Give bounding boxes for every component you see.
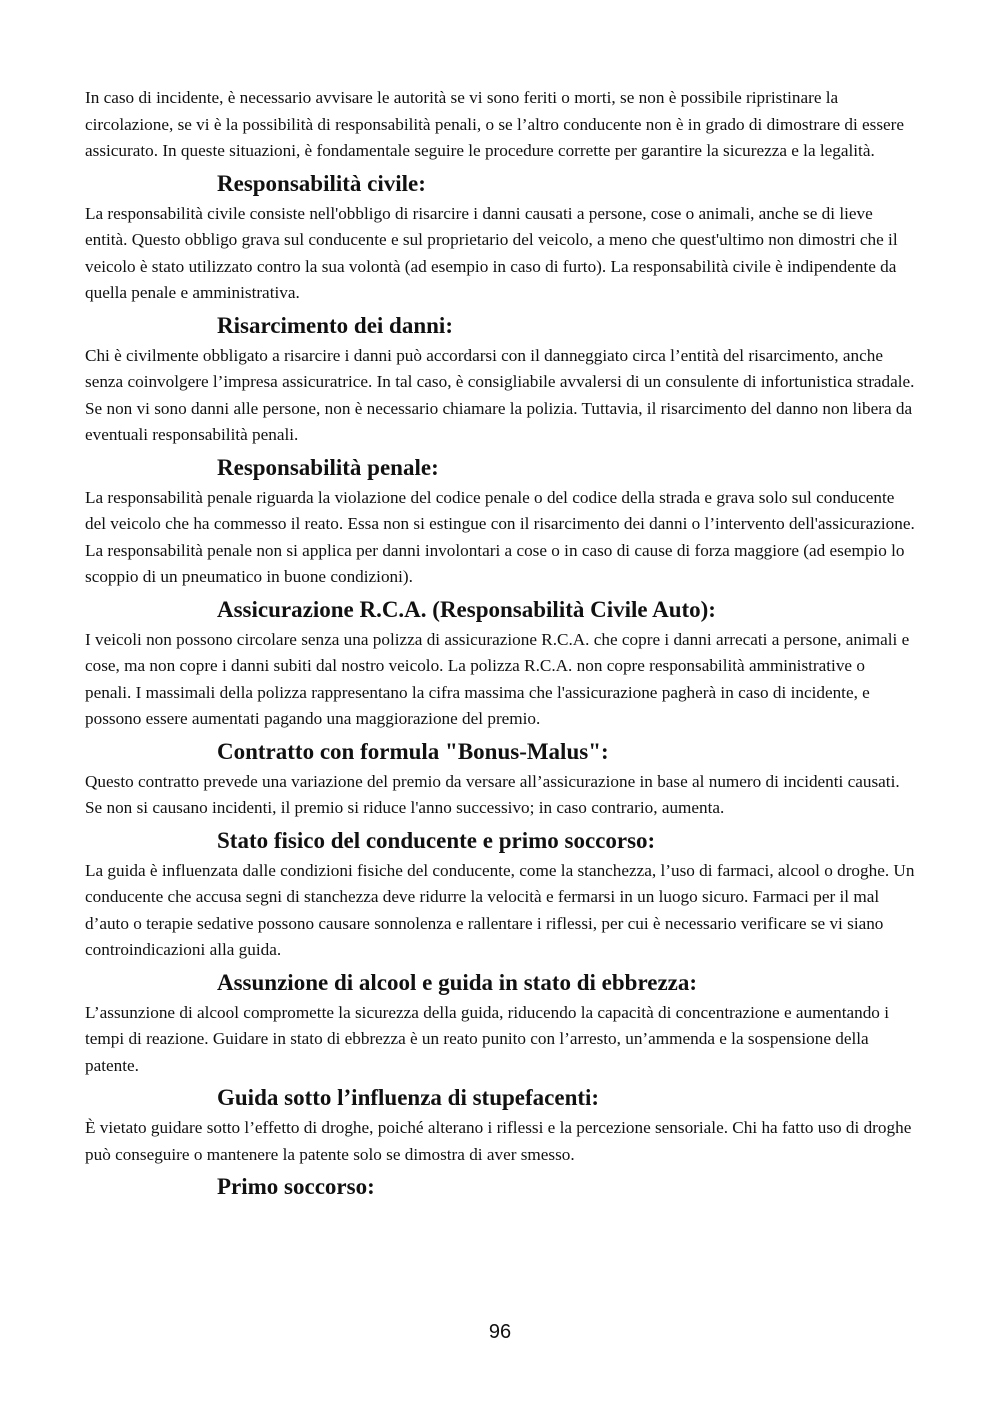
page-content	[85, 85, 915, 1204]
section-body-responsabilita-civile: La responsabilità civile consiste nell'obbligo di risarcire i danni causati a persone, cose o animali, anche se di lieve entità. Questo obbligo grava sul conducente e sul proprietario del veicolo, a meno che quest'ultimo non dimostri che il veicolo è stato utilizzato contro la sua volontà (ad esempio in caso di furto). La responsabilità civile è indipendente da quella penale e amministrativa.	[85, 203, 898, 302]
section-title-responsabilita-penale: Responsabilità penale:	[217, 454, 439, 480]
section-body-assicurazione-rca: I veicoli non possono circolare senza una polizza di assicurazione R.C.A. che copre i danni arrecati a persone, animali e cose, ma non copre i danni subiti dal nostro veicolo. La polizza R.C.A. non copre responsabilità amministrative o penali. I massimali della polizza rappresentano la cifra massima che l'assicurazione pagherà in caso di incidente, e possono essere aumentati pagando una maggiorazione del premio.	[85, 629, 910, 728]
section-title-alcool: Assunzione di alcool e guida in stato di ebbrezza:	[217, 969, 698, 995]
section-body-responsabilita-penale: La responsabilità penale riguarda la violazione del codice penale o del codice della strada e grava solo sul conducente del veicolo che ha commesso il reato. Essa non si estingue con il risarcimento dei danni o l’intervento dell'assicurazione. La responsabilità penale non si applica per danni involontari a cose o in caso di cause di forza maggiore (ad esempio lo scoppio di un pneumatico in buone condizioni).	[85, 487, 915, 586]
section-body-stupefacenti: È vietato guidare sotto l’effetto di droghe, poiché alterano i riflessi e la percezione sensoriale. Chi ha fatto uso di droghe può conseguire o mantenere la patente solo se dimostra di aver smesso.	[85, 1118, 912, 1164]
section-title-stato-fisico: Stato fisico del conducente e primo soccorso:	[217, 827, 656, 853]
section-body-alcool: L’assunzione di alcool compromette la sicurezza della guida, riducendo la capacità di concentrazione e aumentando i tempi di reazione. Guidare in stato di ebbrezza è un reato punito con l’arresto, un’ammenda e la sospensione della patente.	[85, 1002, 889, 1075]
section-title-stupefacenti: Guida sotto l’influenza di stupefacenti:	[217, 1085, 600, 1110]
section-body-risarcimento-danni: Chi è civilmente obbligato a risarcire i danni può accordarsi con il danneggiato circa l’entità del risarcimento, anche senza coinvolgere l’impresa assicuratrice. In tal caso, è consigliabile avvalersi di un consulente di infortunistica stradale. Se non vi sono danni alle persone, non è necessario chiamare la polizia. Tuttavia, il risarcimento del danno non libera da eventuali responsabilità penali.	[85, 345, 915, 444]
section-title-responsabilita-civile: Responsabilità civile:	[217, 170, 426, 196]
section-title-bonus-malus: Contratto con formula "Bonus-Malus":	[217, 738, 609, 764]
section-title-assicurazione-rca: Assicurazione R.C.A. (Responsabilità Civile Auto):	[217, 596, 716, 622]
section-body-stato-fisico: La guida è influenzata dalle condizioni fisiche del conducente, come la stanchezza, l’uso di farmaci, alcool o droghe. Un conducente che accusa segni di stanchezza deve ridurre la velocità e fermarsi in un luogo sicuro. Farmaci per il mal d’auto o terapie sedative possono causare sonnolenza e rallentare i riflessi, per cui è necessario verificare se vi siano controindicazioni alla guida.	[85, 860, 915, 959]
section-title-primo-soccorso: Primo soccorso:	[217, 1174, 375, 1199]
section-title-risarcimento-danni: Risarcimento dei danni:	[217, 312, 453, 338]
section-body-bonus-malus: Questo contratto prevede una variazione del premio da versare all’assicurazione in base al numero di incidenti causati. Se non si causano incidenti, il premio si riduce l'anno successivo; in caso contrario, aumenta.	[85, 771, 900, 817]
page-number: 96	[488, 1321, 512, 1343]
intro-paragraph: In caso di incidente, è necessario avvisare le autorità se vi sono feriti o morti, se non è possibile ripristinare la circolazione, se vi è la possibilità di responsabilità penali, o se l’altro conducente non è in grado di dimostrare di essere assicurato. In queste situazioni, è fondamentale seguire le procedure corrette per garantire la sicurezza e la legalità.	[85, 88, 905, 160]
